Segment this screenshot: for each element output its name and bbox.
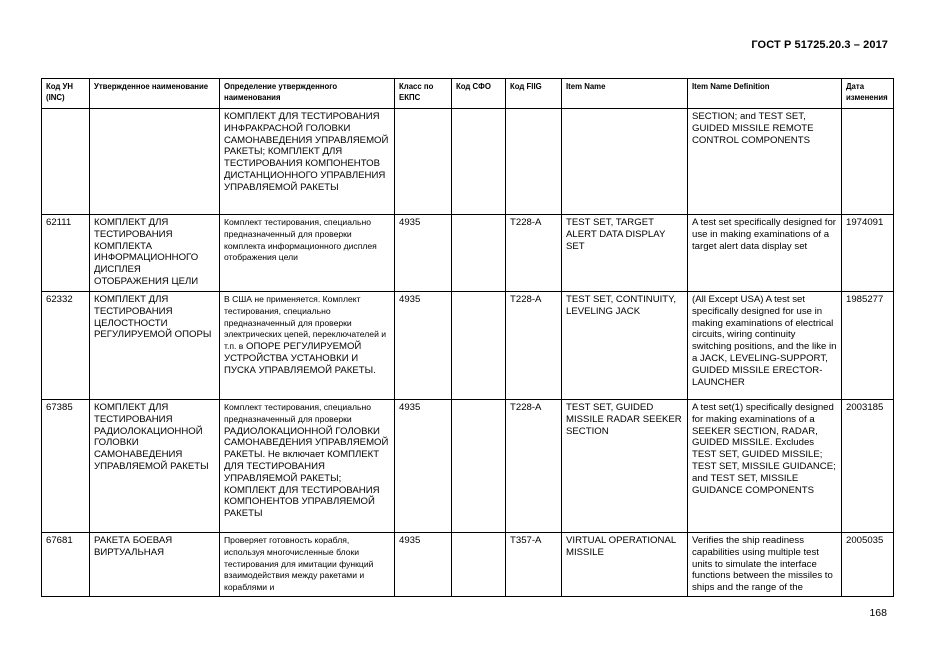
page-number: 168	[869, 607, 887, 619]
cell-item-definition: SECTION; and TEST SET, GUIDED MISSILE REMOTE CONTROL COMPONENTS	[688, 109, 842, 215]
cell-ekps: 4935	[395, 292, 452, 400]
catalog-table	[41, 78, 894, 597]
cell-name-ru: КОМПЛЕКТ ДЛЯ ТЕСТИРОВАНИЯ ЦЕЛОСТНОСТИ РЕГУЛИРУЕМОЙ ОПОРЫ	[90, 292, 220, 400]
cell-date: 1985277	[842, 292, 894, 400]
cell-item-name: VIRTUAL OPERATIONAL MISSILE	[562, 533, 688, 597]
cell-sfo	[452, 109, 506, 215]
cell-sfo	[452, 292, 506, 400]
cell-date: 2003185	[842, 400, 894, 533]
cell-name-ru: РАКЕТА БОЕВАЯ ВИРТУАЛЬНАЯ	[90, 533, 220, 597]
table-header-row	[42, 79, 894, 109]
cell-definition-ru	[220, 400, 395, 533]
col-header-ekps: Класс по ЕКПС	[395, 79, 452, 109]
cell-inc: 67681	[42, 533, 90, 597]
cell-item-name	[562, 109, 688, 215]
cell-fiig: T357-A	[506, 533, 562, 597]
cell-ekps: 4935	[395, 533, 452, 597]
cell-item-definition: A test set specifically designed for use in making examinations of a target alert data display set	[688, 215, 842, 292]
table-row	[42, 533, 894, 597]
definition-text: Проверяет готовность корабля, используя многочисленные блоки тестирования для имитации функций взаимодействия между ракетами и кораблями и	[224, 535, 374, 593]
definition-text: Комплект тестирования, специально предназначенный для проверки комплекта информационного дисплея отображения цели	[224, 217, 377, 263]
cell-definition-ru	[220, 292, 395, 400]
cell-fiig: T228-A	[506, 215, 562, 292]
col-header-fiig: Код FIIG	[506, 79, 562, 109]
cell-date: 1974091	[842, 215, 894, 292]
cell-name-ru	[90, 109, 220, 215]
definition-text: Комплект тестирования, специально предназначенный для проверки	[224, 402, 372, 424]
cell-fiig: T228-A	[506, 400, 562, 533]
cell-inc: 62332	[42, 292, 90, 400]
cell-name-ru: КОМПЛЕКТ ДЛЯ ТЕСТИРОВАНИЯ РАДИОЛОКАЦИОННОЙ ГОЛОВКИ САМОНАВЕДЕНИЯ УПРАВЛЯЕМОЙ РАКЕТЫ	[90, 400, 220, 533]
definition-caps-text: КОМПЛЕКТ ДЛЯ ТЕСТИРОВАНИЯ ИНФРАКРАСНОЙ ГОЛОВКИ САМОНАВЕДЕНИЯ УПРАВЛЯЕМОЙ РАКЕТЫ; КОМПЛЕКТ ДЛЯ ТЕСТИРОВАНИЯ КОМПОНЕНТОВ ДИСТАНЦИОННОГО УПРАВЛЕНИЯ УПРАВЛЯЕМОЙ РАКЕТЫ	[224, 111, 389, 193]
table-row	[42, 109, 894, 215]
cell-inc: 67385	[42, 400, 90, 533]
col-header-name-ru: Утвержденное наименование	[90, 79, 220, 109]
cell-ekps: 4935	[395, 400, 452, 533]
cell-item-definition: Verifies the ship readiness capabilities using multiple test units to simulate the interface functions between the missiles to ships and the range of the	[688, 533, 842, 597]
cell-fiig: T228-A	[506, 292, 562, 400]
col-header-inc: Код УН (INC)	[42, 79, 90, 109]
cell-date	[842, 109, 894, 215]
cell-definition-ru	[220, 109, 395, 215]
definition-caps-text: ОПОРЕ РЕГУЛИРУЕМОЙ УСТРОЙСТВА УСТАНОВКИ И ПУСКА УПРАВЛЯЕМОЙ РАКЕТЫ.	[224, 341, 376, 376]
col-header-definition-ru: Определение утвержденного наименования	[220, 79, 395, 109]
cell-item-name: TEST SET, CONTINUITY, LEVELING JACK	[562, 292, 688, 400]
table-row	[42, 292, 894, 400]
cell-item-name: TEST SET, TARGET ALERT DATA DISPLAY SET	[562, 215, 688, 292]
cell-inc	[42, 109, 90, 215]
document-code-header: ГОСТ Р 51725.20.3 – 2017	[751, 39, 888, 51]
table-row	[42, 215, 894, 292]
col-header-sfo: Код СФО	[452, 79, 506, 109]
cell-definition-ru	[220, 215, 395, 292]
definition-text: В США не применяется. Комплект тестирования, специально предназначенный для проверки электрических цепей, переключателей и т.п. в	[224, 294, 387, 352]
cell-item-definition: (All Except USA) A test set specifically designed for use in making examinations of electrical circuits, wiring continuity switching positions, and the like in a JACK, LEVELING-SUPPORT, GUIDED MISSILE ERECTOR-LAUNCHER	[688, 292, 842, 400]
cell-sfo	[452, 215, 506, 292]
table-row	[42, 400, 894, 533]
cell-item-definition: A test set(1) specifically designed for making examinations of a SEEKER SECTION, RADAR, GUIDED MISSILE. Excludes TEST SET, GUIDED MISSILE; TEST SET, MISSILE GUIDANCE; and TEST SET, MISSILE GUIDANCE COMPONENTS	[688, 400, 842, 533]
definition-caps-text: РАДИОЛОКАЦИОННОЙ ГОЛОВКИ САМОНАВЕДЕНИЯ УПРАВЛЯЕМОЙ РАКЕТЫ. Не включает КОМПЛЕКТ ДЛЯ ТЕСТИРОВАНИЯ УПРАВЛЯЕМОЙ РАКЕТЫ; КОМПЛЕКТ ДЛЯ ТЕСТИРОВАНИЯ КОМПОНЕНТОВ УПРАВЛЯЕМОЙ РАКЕТЫ	[224, 425, 389, 520]
col-header-item-name-definition: Item Name Definition	[688, 79, 842, 109]
cell-name-ru: КОМПЛЕКТ ДЛЯ ТЕСТИРОВАНИЯ КОМПЛЕКТА ИНФОРМАЦИОННОГО ДИСПЛЕЯ ОТОБРАЖЕНИЯ ЦЕЛИ	[90, 215, 220, 292]
cell-ekps: 4935	[395, 215, 452, 292]
col-header-date: Дата изменения	[842, 79, 894, 109]
cell-definition-ru	[220, 533, 395, 597]
col-header-item-name: Item Name	[562, 79, 688, 109]
cell-date: 2005035	[842, 533, 894, 597]
cell-ekps	[395, 109, 452, 215]
cell-fiig	[506, 109, 562, 215]
cell-item-name: TEST SET, GUIDED MISSILE RADAR SEEKER SECTION	[562, 400, 688, 533]
cell-inc: 62111	[42, 215, 90, 292]
cell-sfo	[452, 533, 506, 597]
cell-sfo	[452, 400, 506, 533]
